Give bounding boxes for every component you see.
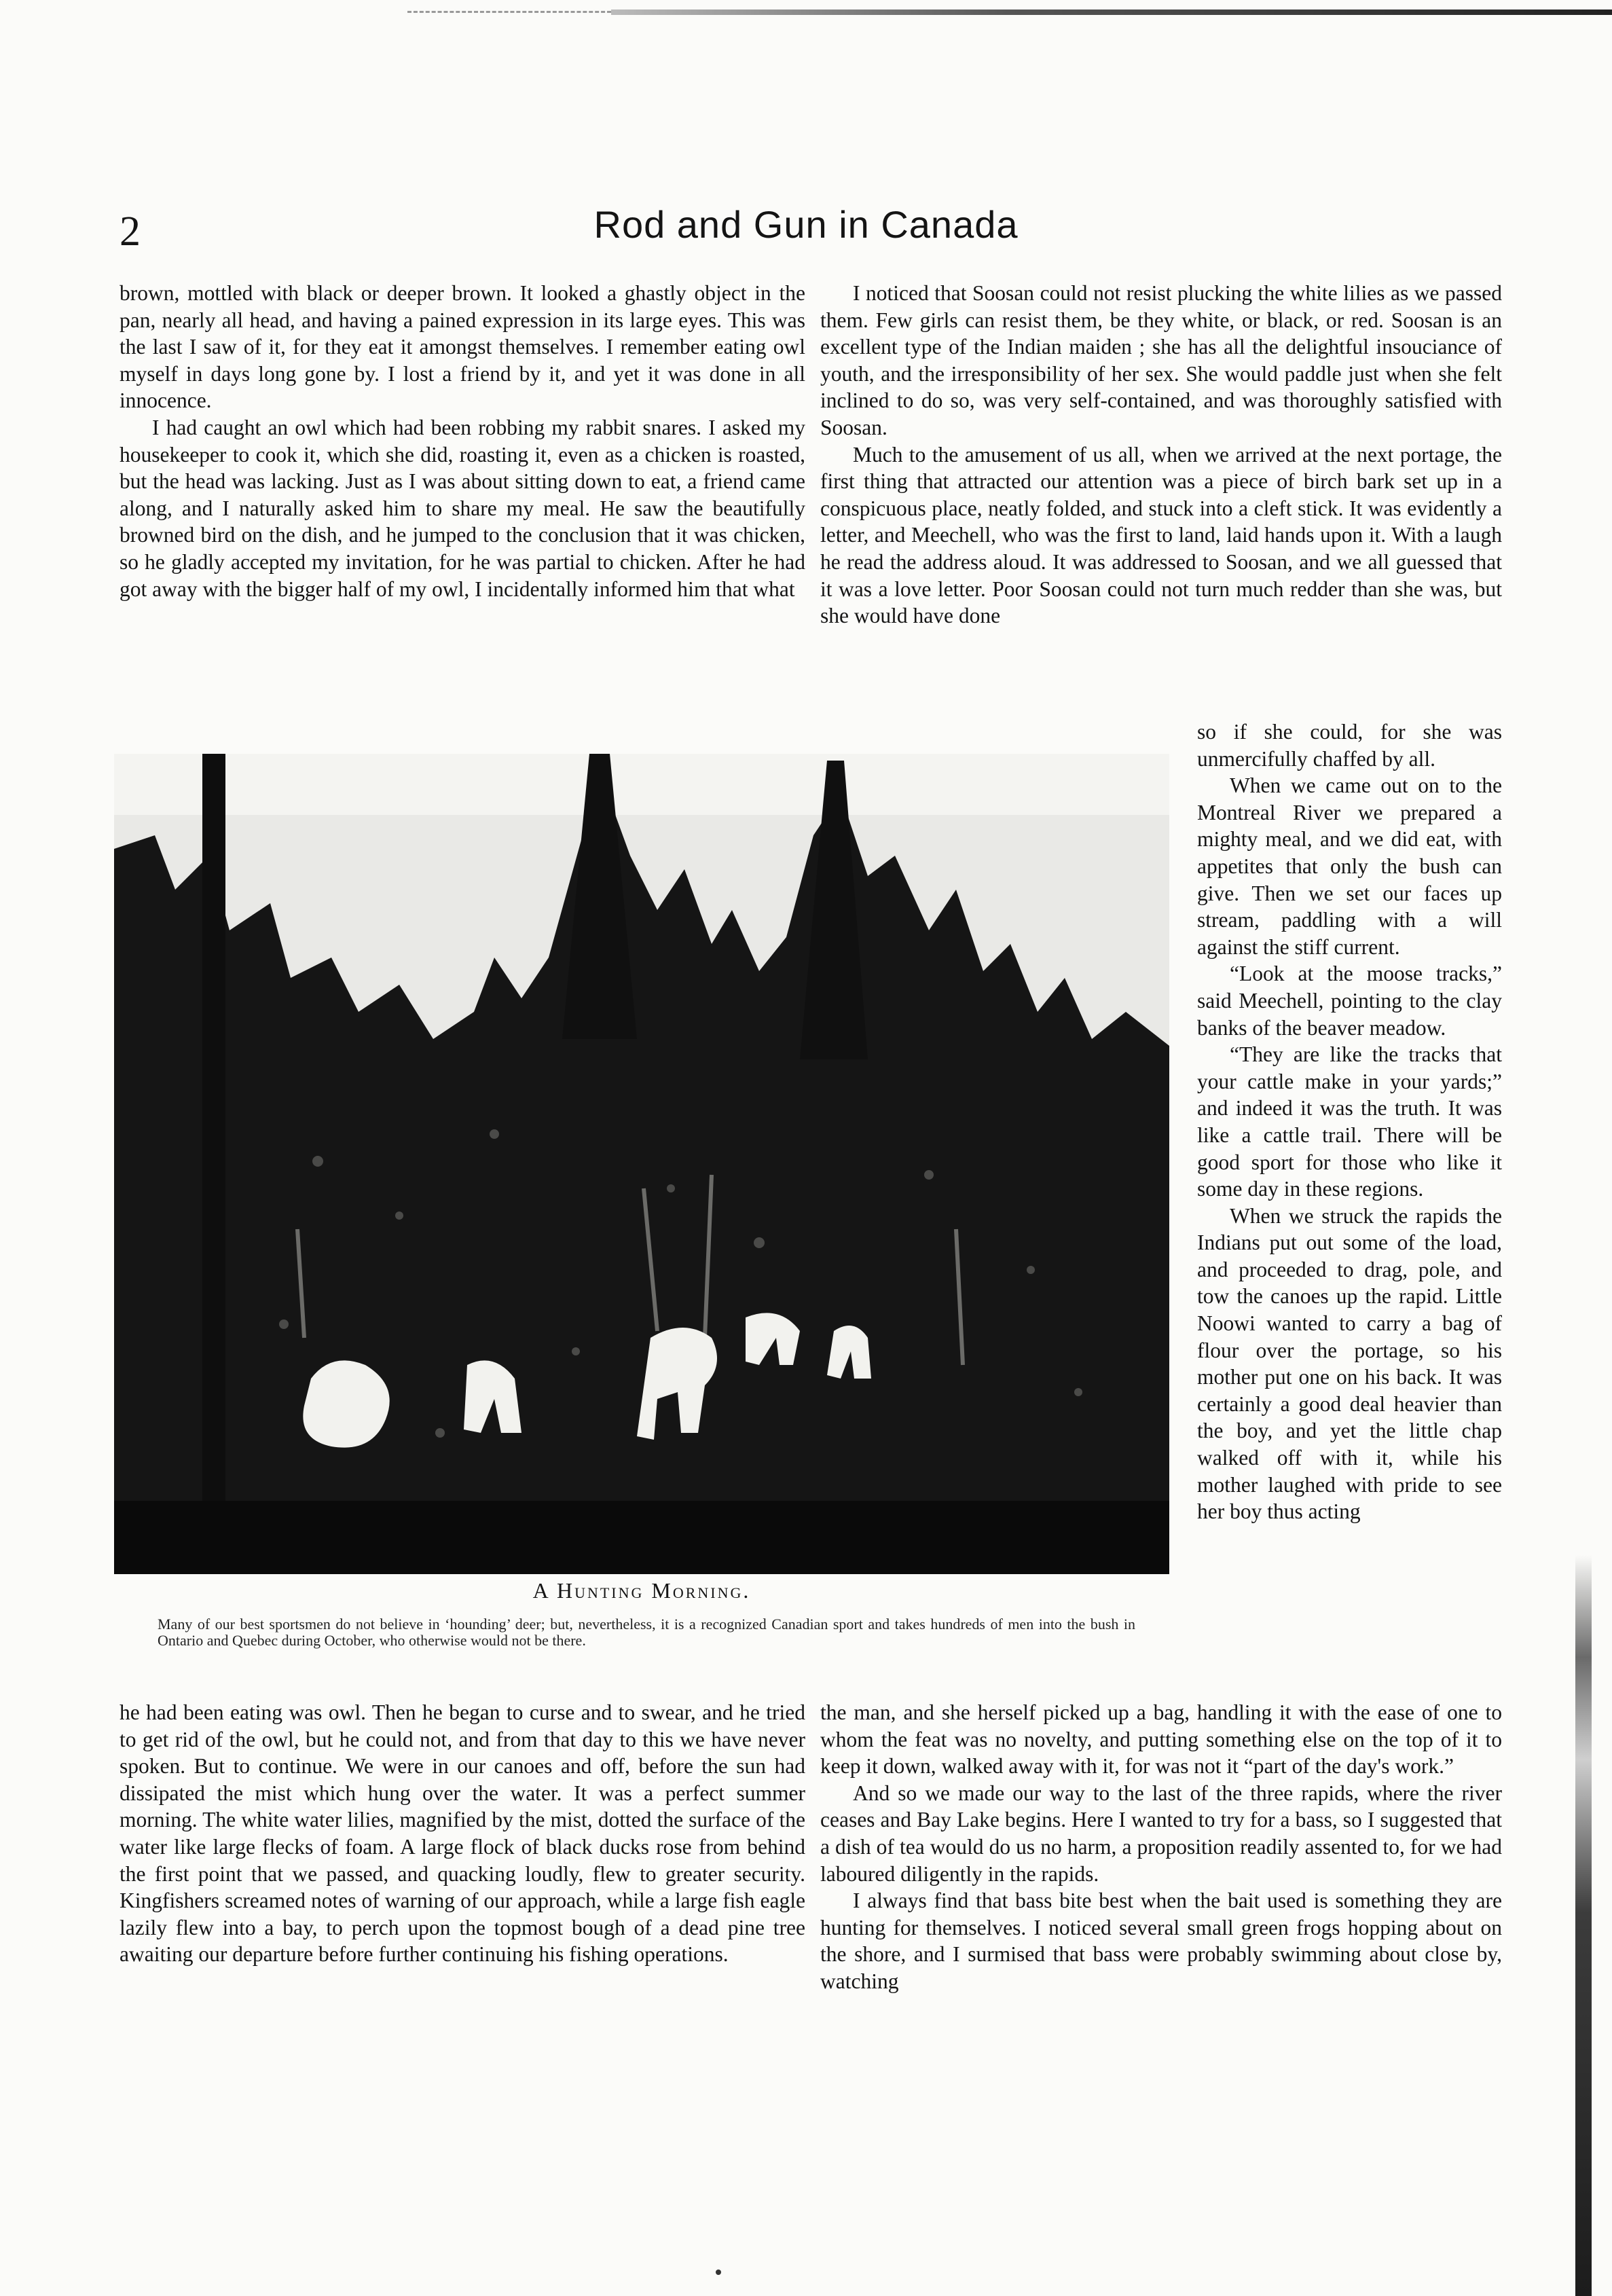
- paragraph: And so we made our way to the last of the three rapids, where the river ceases and Bay Lake begins. Here I wanted to try for a bass, so I suggested that a dish of tea would do us no harm, a proposition readily assented to, for we had laboured diligently in the rapids.: [820, 1781, 1502, 1886]
- paragraph: so if she could, for she was unmercifully chaffed by all.: [1197, 720, 1502, 771]
- paragraph: brown, mottled with black or deeper brown. It looked a ghastly object in the pan, nearly all head, and having a pained expression in its large eyes. This was the last I saw of it, for they eat it amongst themselves. I remember eating owl myself in days long gone by. I lost a friend by it, and yet it was done in all innocence.: [120, 281, 805, 413]
- paragraph: I always find that bass bite best when the bait used is something they are hunting for themselves. I noticed several small green frogs hopping about on the shore, and I surmised that bass were probably swimming about close by, watching: [820, 1889, 1502, 1993]
- paragraph: “Look at the moose tracks,” said Meechell, pointing to the clay banks of the beaver meadow.: [1197, 962, 1502, 1040]
- column-right-bottom: [820, 1699, 1502, 1995]
- page-number: 2: [120, 208, 141, 255]
- column-left-top: [120, 280, 805, 602]
- paragraph: I noticed that Soosan could not resist plucking the white lilies as we passed them. Few girls can resist them, be they white, or black, or red. Soosan is an excellent type of the Indian maiden ; she has all the delightful insouciance of youth, and the irresponsibility of her sex. She would paddle just when she felt inclined to do so, was very self-contained, and was thoroughly satisfied with Soosan.: [820, 281, 1502, 439]
- figure-title: A Hunting Morning.: [532, 1578, 751, 1603]
- paragraph: the man, and she herself picked up a bag, handling it with the ease of one to whom the feat was no novelty, and putting something else on the top of it to keep it down, walked away with it, for was not it “part of the day's work.”: [820, 1700, 1502, 1779]
- running-head: Rod and Gun in Canada: [593, 203, 1019, 246]
- paragraph: he had been eating was owl. Then he began to curse and to swear, and he tried to get rid of the owl, but he could not, and from that day to this we have never spoken. But to continue. We were in our canoes and off, before the sun had dissipated the mist which hung over the water. It was a perfect summer morning. The white water lilies, magnified by the mist, dotted the surface of the water like large flecks of foam. A large flock of black ducks rose from behind the first point that we passed, and quacking loudly, flew to greater security. Kingfishers screamed notes of warning of our approach, while a large fish eagle lazily flew into a bay, to perch upon the topmost bough of a dead pine tree awaiting our departure before further continuing his fishing operations.: [120, 1700, 805, 1967]
- hunting-photograph: [114, 754, 1169, 1574]
- top-edge-mark: [407, 11, 611, 15]
- column-left-bottom: [120, 1699, 805, 1968]
- paragraph: Much to the amusement of us all, when we arrived at the next portage, the first thing that attracted our attention was a piece of birch bark set up in a conspicuous place, neatly folded, and stuck into a cleft stick. It was evidently a letter, and Meechell, who was the first to land, laid hands upon it. With a laugh he read the address aloud. It was addressed to Soosan, and we all guessed that it was a love letter. Poor Soosan could not turn much redder than she was, but she would have done: [820, 442, 1502, 628]
- paragraph: When we struck the rapids the Indians put out some of the load, and proceeded to drag, pole, and tow the canoes up the rapid. Little Noowi wanted to carry a bag of flour over the portage, so his mother put one on his back. It was certainly a good deal heavier than the boy, and yet the little chap walked off with it, while his mother laughed with pride to see her boy thus acting: [1197, 1203, 1502, 1524]
- paragraph: “They are like the tracks that your cattle make in your yards;” and indeed it was the truth. It was like a cattle trail. There will be good sport for those who like it some day in these regions.: [1197, 1042, 1502, 1201]
- bottom-ink-dot: [716, 2270, 721, 2275]
- figure-caption: Many of our best sportsmen do not believe in ‘hounding’ deer; but, nevertheless, it is a recognized Canadian sport and takes hundreds of men into the bush in Ontario and Quebec during October, who otherwise would not be there.: [158, 1616, 1135, 1649]
- column-right-top: [820, 280, 1502, 630]
- paragraph: When we came out on to the Montreal River we prepared a mighty meal, and we did eat, with appetites that only the bush can give. Then we set our faces up stream, paddling with a will against the stiff current.: [1197, 773, 1502, 959]
- scan-edge-shadow: [1575, 1019, 1592, 2296]
- column-right-beside-photo: [1197, 718, 1502, 1525]
- top-edge-shadow: [611, 10, 1612, 15]
- paragraph: I had caught an owl which had been robbing my rabbit snares. I asked my housekeeper to cook it, which she did, roasting it, even as a chicken is roasted, but the head was lacking. Just as I was about sitting down to eat, a friend came along, and I naturally asked him to share my meal. He saw the beautifully browned bird on the dish, and he jumped to the conclusion that it was chicken, so he gladly accepted my invitation, for he was partial to chicken. After he had got away with the bigger half of my owl, I incidentally informed him that what: [120, 415, 805, 601]
